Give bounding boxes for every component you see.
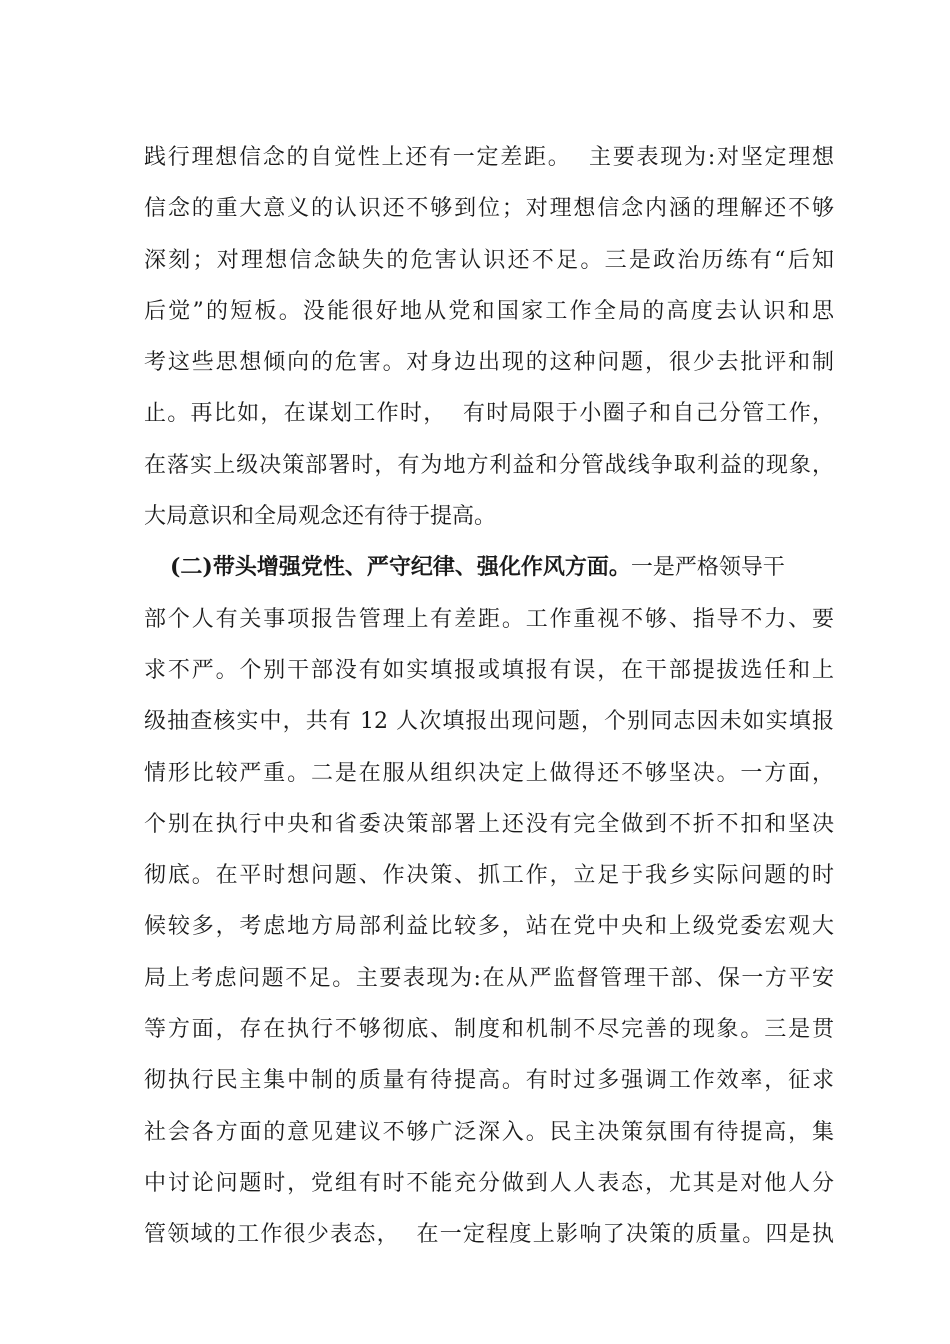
text-line: 部个人有关事项报告管理上有差距。工作重视不够、指导不力、要 <box>144 606 834 632</box>
text-line <box>144 542 834 593</box>
text-line: 践行理想信念的自觉性上还有一定差距。 主要表现为:对坚定理想 <box>144 145 834 170</box>
text-line: 彻底。在平时想问题、作决策、抓工作，立足于我乡实际问题的时 <box>144 863 834 889</box>
text-line: 个别在执行中央和省委决策部署上还没有完全做到不折不扣和坚决 <box>144 811 834 837</box>
text-line: 情形比较严重。二是在服从组织决定上做得还不够坚决。一方面， <box>144 760 834 786</box>
text-line: 大局意识和全局观念还有待于提高。 <box>144 504 497 530</box>
text-line: 局上考虑问题不足。主要表现为:在从严监督管理干部、保一方平安 <box>144 965 834 991</box>
text-line: 中讨论问题时，党组有时不能充分做到人人表态，尤其是对他人分 <box>144 1170 834 1196</box>
text-line: 后觉”的短板。没能很好地从党和国家工作全局的高度去认识和思 <box>144 298 834 324</box>
section-heading: (二)带头增强党性、严守纪律、强化作风方面。 <box>170 554 631 581</box>
text-line: 社会各方面的意见建议不够广泛深入。民主决策氛围有待提高，集 <box>144 1119 834 1145</box>
heading-line-rest: 一是严格领导干 <box>630 555 785 581</box>
text-line: 管领域的工作很少表态， 在一定程度上影响了决策的质量。四是执 <box>144 1222 834 1248</box>
paragraph-1 <box>144 132 834 542</box>
text-line: 止。再比如，在谋划工作时， 有时局限于小圈子和自己分管工作， <box>144 401 834 427</box>
body-text <box>144 132 834 1261</box>
text-line: 候较多，考虑地方局部利益比较多，站在党中央和上级党委宏观大 <box>144 914 834 940</box>
text-line: 级抽查核实中，共有 12 人次填报出现问题，个别同志因未如实填报 <box>144 709 834 735</box>
text-line: 深刻；对理想信念缺失的危害认识还不足。三是政治历练有“后知 <box>144 247 834 273</box>
text-line: 在落实上级决策部署时，有为地方利益和分管战线争取利益的现象， <box>144 452 834 478</box>
paragraph-2 <box>144 542 834 1260</box>
text-line: 信念的重大意义的认识还不够到位；对理想信念内涵的理解还不够 <box>144 196 834 222</box>
text-line: 彻执行民主集中制的质量有待提高。有时过多强调工作效率，征求 <box>144 1068 834 1094</box>
text-line: 等方面，存在执行不够彻底、制度和机制不尽完善的现象。三是贯 <box>144 1017 834 1043</box>
text-line: 考这些思想倾向的危害。对身边出现的这种问题，很少去批评和制 <box>144 350 834 376</box>
text-line: 求不严。个别干部没有如实填报或填报有误，在干部提拔选任和上 <box>144 657 834 683</box>
